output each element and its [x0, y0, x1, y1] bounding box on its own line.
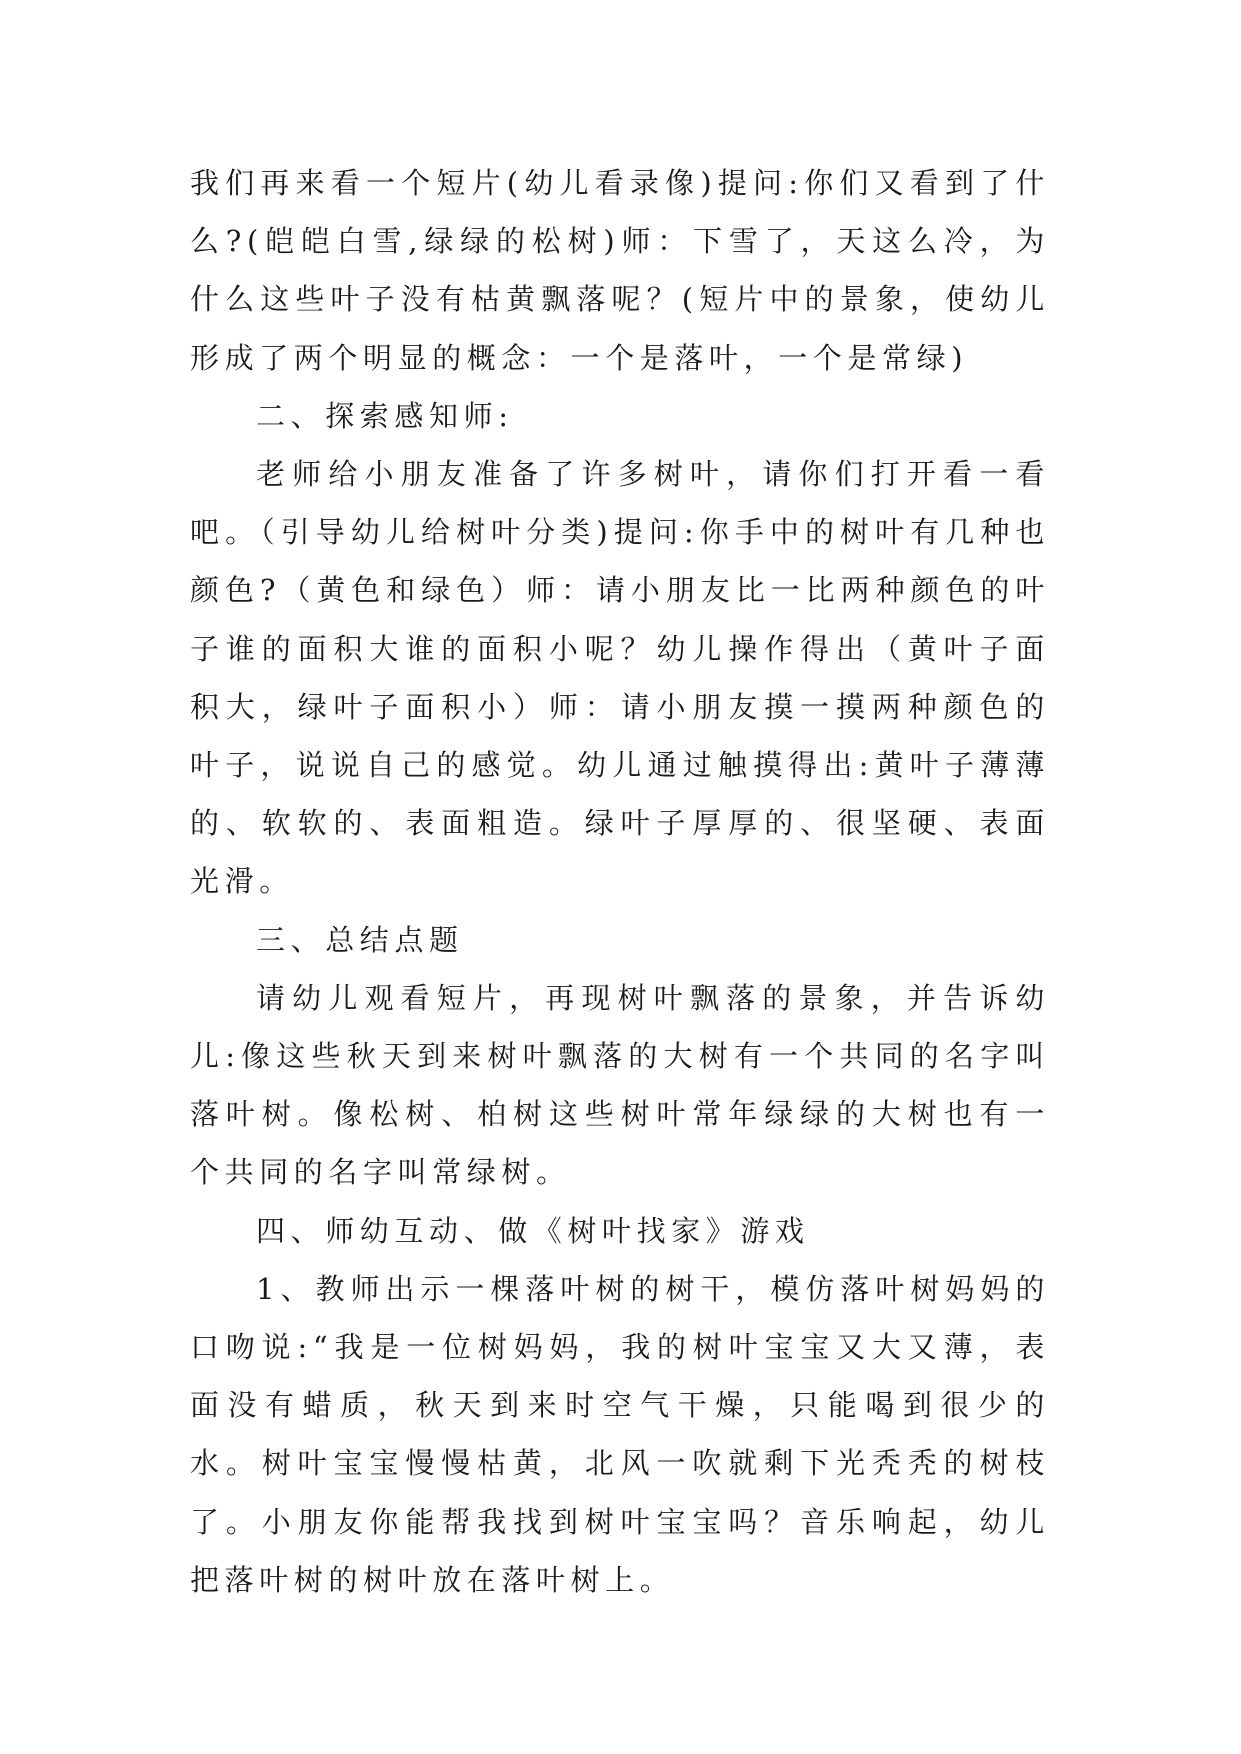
heading-summary: 三、总结点题: [256, 922, 464, 957]
paragraph-summary-text: 请幼儿观看短片，再现树叶飘落的景象，并告诉幼儿:像这些秋天到来树叶飘落的大树有一个共同的名字叫落叶树。像松树、柏树这些树叶常年绿绿的大树也有一个共同的名字叫常绿树。: [190, 980, 1050, 1190]
paragraph-video-question: 我们再来看一个短片(幼儿看录像)提问:你们又看到了什么?(皑皑白雪,绿绿的松树)师：下雪了，天这么冷，为什么这些叶子没有枯黄飘落呢？(短片中的景象，使幼儿形成了两个明显的概念：一个是落叶，一个是常绿): [190, 166, 1050, 375]
paragraph-leaf-sorting: 老师给小朋友准备了许多树叶，请你们打开看一看吧。（引导幼儿给树叶分类)提问:你手中的树叶有几种也颜色?（黄色和绿色）师：请小朋友比一比两种颜色的叶子谁的面积大谁的面积小呢？幼儿操作得出（黄叶子面积大，绿叶子面积小）师：请小朋友摸一摸两种颜色的叶子，说说自己的感觉。幼儿通过触摸得出:黄叶子薄薄的、软软的、表面粗造。绿叶子厚厚的、很坚硬、表面光滑。: [190, 457, 1050, 899]
heading-interaction-game: 四、师幼互动、做《树叶找家》游戏: [256, 1213, 810, 1248]
paragraph-game-step-1: 1、教师出示一棵落叶树的树干，模仿落叶树妈妈的口吻说:“我是一位树妈妈，我的树叶宝宝又大又薄，表面没有蜡质，秋天到来时空气干燥，只能喝到很少的水。树叶宝宝慢慢枯黄，北风一吹就剩下光秃秃的树枝了。小朋友你能帮我找到树叶宝宝吗？音乐响起，幼儿把落叶树的树叶放在落叶树上。: [190, 1271, 1050, 1597]
document-page: [190, 154, 1050, 1609]
heading-explore-perceive: 二、探索感知师:: [256, 398, 514, 433]
